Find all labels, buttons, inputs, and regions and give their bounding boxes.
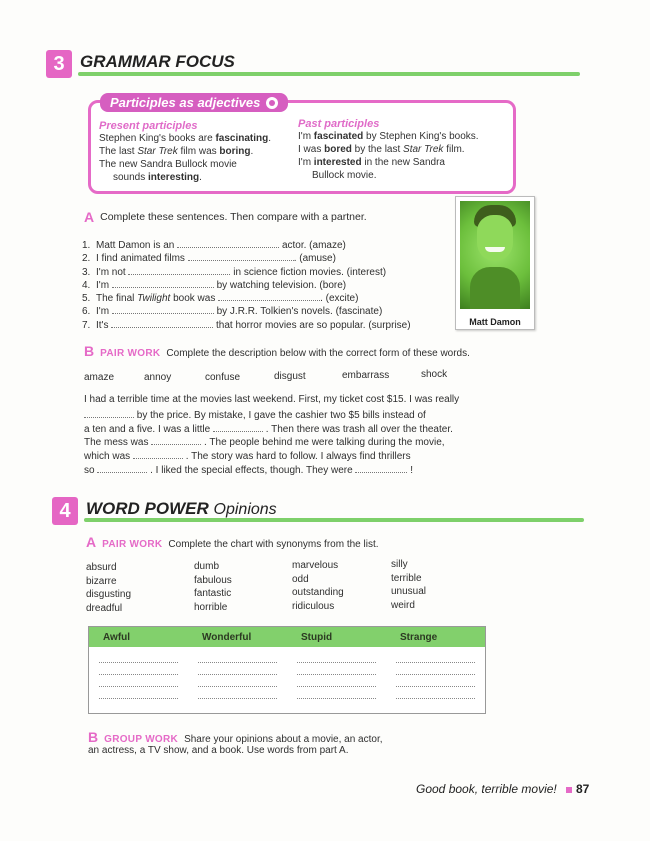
blank[interactable]: [355, 463, 407, 473]
past-line-1: I'm fascinated by Stephen King's books.: [298, 131, 479, 142]
part-a-items: [82, 238, 462, 331]
blank[interactable]: [112, 304, 214, 314]
exercise-item-6: 6. I'm by J.R.R. Tolkien's novels. (fascinate): [82, 306, 383, 318]
chart-row: [89, 687, 485, 699]
synonym-column-3: [292, 559, 344, 613]
blank[interactable]: [128, 265, 230, 275]
chart-blank[interactable]: [99, 663, 178, 675]
chart-header: [89, 627, 485, 647]
chart-header-strange: Strange: [400, 631, 438, 643]
present-line-2: The last Star Trek film was boring.: [99, 146, 254, 157]
exercise-item-7: 7. It's that horror movies are so popular. (surprise): [82, 319, 411, 331]
photo-frame: [455, 196, 535, 330]
word-item: bizarre: [86, 575, 117, 587]
word-item: dumb: [194, 561, 220, 572]
word-power-b-letter: B: [88, 729, 99, 745]
grammar-box-tab: [100, 93, 288, 112]
word-item: outstanding: [292, 587, 344, 598]
exercise-item-5: 5. The final Twilight book was . (excite): [82, 293, 359, 305]
word-bank-annoy: annoy: [144, 372, 172, 383]
chart-blank[interactable]: [396, 663, 475, 675]
present-line-4: sounds interesting.: [113, 172, 202, 183]
chart-header-awful: Awful: [103, 631, 131, 643]
paragraph-line-3: a ten and a five. I was a little . Then there was trash all over the theater.: [84, 423, 453, 435]
exercise-item-4: 4. I'm by watching television. (bore): [82, 279, 347, 291]
word-item: silly: [391, 559, 408, 570]
paragraph-line-6: so . I liked the special effects, though. They were !: [84, 464, 413, 476]
synonym-column-2: [194, 560, 232, 614]
chart-blank[interactable]: [198, 675, 277, 687]
section-subtitle: Opinions: [213, 501, 277, 518]
page-number: 87: [576, 782, 590, 796]
chart-header-wonderful: Wonderful: [202, 631, 252, 643]
exercise-item-3: 3. I'm not in science fiction movies. (interest): [82, 266, 387, 278]
word-item: ridiculous: [292, 600, 335, 612]
word-item: horrible: [194, 601, 228, 613]
exercise-item-2: 2. I find animated films . (amuse): [82, 253, 336, 265]
word-power-b-instruction-2: an actress, a TV show, and a book. Use words from part A.: [88, 745, 349, 756]
part-b-instruction-row: [84, 343, 470, 359]
word-bank-amaze: amaze: [84, 372, 115, 383]
chart-blank[interactable]: [99, 651, 178, 663]
word-power-b-row: [88, 729, 383, 745]
audio-icon[interactable]: [266, 97, 278, 109]
part-b-letter: B: [84, 343, 95, 359]
present-line-1: Stephen King's books are fascinating.: [99, 133, 272, 144]
chart-row: [89, 663, 485, 675]
word-item: absurd: [86, 562, 117, 573]
part-b-paragraph: [84, 394, 504, 477]
chart-row: [89, 675, 485, 687]
section-number-badge: 4: [52, 497, 78, 525]
chart-header-stupid: Stupid: [301, 631, 333, 643]
word-item: dreadful: [86, 602, 123, 614]
present-line-3: The new Sandra Bullock movie: [99, 159, 237, 170]
chart-blank[interactable]: [99, 687, 178, 699]
paragraph-line-2: by the price. By mistake, I gave the cashier two $5 bills instead of: [84, 408, 504, 422]
chart-blank[interactable]: [198, 687, 277, 699]
word-bank-disgust: disgust: [274, 371, 306, 382]
word-item: disgusting: [86, 589, 132, 600]
word-item: fabulous: [194, 574, 232, 586]
word-item: terrible: [391, 572, 422, 584]
grammar-box-tab-label: Participles as adjectives: [110, 95, 261, 110]
blank[interactable]: [84, 408, 134, 418]
part-a-letter: A: [84, 209, 95, 225]
word-power-b-label: GROUP WORK: [104, 734, 179, 745]
actor-photo: [460, 201, 530, 309]
blank[interactable]: [151, 435, 201, 445]
chart-blank[interactable]: [99, 675, 178, 687]
blank[interactable]: [218, 291, 320, 301]
present-participles: [99, 120, 299, 184]
word-item: weird: [391, 599, 415, 611]
blank[interactable]: [213, 422, 263, 432]
past-line-2: I was bored by the last Star Trek film.: [298, 144, 465, 155]
photo-caption: Matt Damon: [469, 317, 521, 327]
chart-row: [89, 651, 485, 663]
past-line-4: Bullock movie.: [312, 170, 377, 181]
word-power-b-instruction-1: Share your opinions about a movie, an actor,: [184, 734, 383, 745]
footer-title: Good book, terrible movie!: [416, 782, 557, 796]
part-b-instruction: Complete the description below with the correct form of these words.: [166, 348, 470, 359]
past-participles-heading: Past participles: [298, 118, 380, 130]
present-participles-heading: Present participles: [99, 120, 198, 132]
blank[interactable]: [177, 238, 279, 248]
blank[interactable]: [188, 251, 294, 261]
chart-blank[interactable]: [198, 651, 277, 663]
section-number-badge: 3: [46, 50, 72, 78]
past-participles: [298, 118, 508, 182]
blank[interactable]: [133, 449, 183, 459]
blank[interactable]: [112, 278, 214, 288]
word-item: fantastic: [194, 588, 232, 599]
word-power-a-label: PAIR WORK: [102, 539, 163, 550]
chart-blank[interactable]: [297, 651, 376, 663]
chart-blank[interactable]: [396, 675, 475, 687]
chart-blank[interactable]: [198, 663, 277, 675]
section-title: WORD POWER Opinions: [86, 499, 277, 518]
word-power-a-row: [86, 534, 379, 550]
section-title: GRAMMAR FOCUS: [80, 52, 235, 71]
paragraph-line-4: The mess was . The people behind me were talking during the movie,: [84, 437, 445, 449]
chart-blank[interactable]: [297, 663, 376, 675]
synonym-column-4: [391, 558, 426, 612]
part-a-instruction-row: [84, 209, 367, 225]
exercise-item-1: 1. Matt Damon is an actor. (amaze): [82, 240, 346, 251]
chart-blank[interactable]: [297, 687, 376, 699]
section-rule: [84, 518, 584, 522]
word-power-a-letter: A: [86, 534, 97, 550]
section-rule: [78, 72, 580, 76]
chart-blank[interactable]: [396, 651, 475, 663]
synonym-column-1: [86, 561, 131, 615]
word-bank-embarrass: embarrass: [342, 370, 390, 381]
footer-square-icon: [566, 787, 572, 793]
synonym-chart: [88, 626, 486, 714]
word-item: unusual: [391, 586, 427, 597]
word-item: marvelous: [292, 560, 339, 571]
chart-blank[interactable]: [396, 687, 475, 699]
part-a-instruction: Complete these sentences. Then compare with a partner.: [100, 211, 367, 223]
word-bank-confuse: confuse: [205, 372, 241, 383]
word-power-a-instruction: Complete the chart with synonyms from the list.: [168, 539, 379, 550]
paragraph-line-1: I had a terrible time at the movies last weekend. First, my ticket cost $15. I was really: [84, 394, 460, 405]
word-item: odd: [292, 573, 309, 585]
paragraph-line-5: which was . The story was hard to follow. I always find thrillers: [84, 451, 411, 463]
part-b-label: PAIR WORK: [100, 348, 161, 359]
chart-blank[interactable]: [297, 675, 376, 687]
blank[interactable]: [111, 318, 213, 328]
past-line-3: I'm interested in the new Sandra: [298, 157, 445, 168]
blank[interactable]: [97, 463, 147, 473]
word-bank-shock: shock: [421, 369, 448, 380]
